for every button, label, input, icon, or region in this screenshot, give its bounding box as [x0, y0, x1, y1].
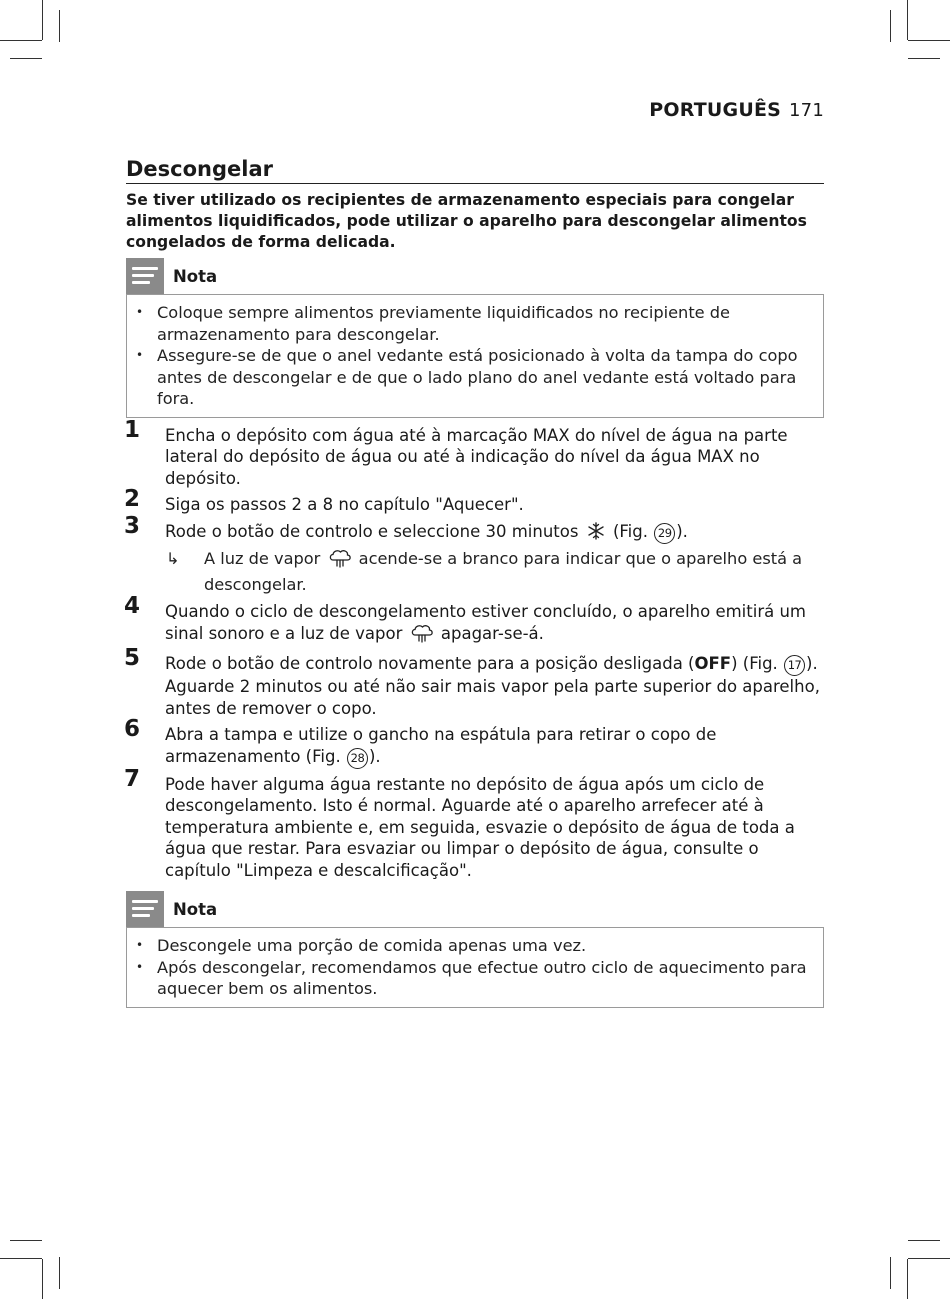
- step-3: [124, 512, 824, 547]
- off-label: OFF: [694, 654, 732, 674]
- note-lines-icon: [126, 891, 164, 927]
- step-4: [124, 593, 824, 648]
- note-header: [126, 891, 824, 927]
- step-text: ).: [368, 746, 381, 766]
- step-number: 5: [124, 645, 141, 672]
- step-number: 2: [124, 486, 141, 513]
- page-header: [649, 99, 824, 121]
- note-header: [126, 258, 824, 294]
- note-item: • Após descongelar, recomendamos que efectue outro ciclo de aquecimento para aquecer bem os alimentos.: [136, 957, 813, 1000]
- note-label: Nota: [173, 899, 218, 919]
- step-3-result: [126, 548, 824, 595]
- note-block-2: [126, 891, 824, 1008]
- figure-ref: 29: [654, 523, 675, 544]
- step-text: Encha o depósito com água até à marcação MAX do nível de água na parte lateral do depósito de água ou até à indicação do nível da água MAX no depósito.: [165, 425, 788, 488]
- step-2: [124, 486, 824, 516]
- note-item: • Descongele uma porção de comida apenas uma vez.: [136, 935, 813, 957]
- step-number: 1: [124, 416, 141, 443]
- result-text: A luz de vapor: [204, 549, 321, 569]
- steps-list: [124, 416, 824, 882]
- note-lines-icon: [126, 258, 164, 294]
- step-1: [124, 416, 824, 490]
- result-arrow-icon: ↳: [166, 549, 180, 569]
- step-text: ).: [676, 521, 688, 541]
- note-item: • Coloque sempre alimentos previamente liquidificados no recipiente de armazenamento para descongelar.: [136, 302, 813, 345]
- language-label: PORTUGUÊS: [649, 99, 782, 121]
- step-text: ). Aguarde 2 minutos ou até não sair mais vapor pela parte superior do aparelho, antes de remover o copo.: [165, 654, 820, 718]
- figure-ref: 17: [784, 655, 805, 676]
- step-text: Rode o botão de controlo e seleccione 30 minutos: [165, 521, 579, 541]
- step-number: 4: [124, 593, 141, 620]
- step-text: Quando o ciclo de descongelamento estiver concluído, o aparelho emitirá um sinal sonoro e a luz de vapor: [165, 602, 806, 643]
- step-number: 3: [124, 512, 141, 539]
- step-text: Pode haver alguma água restante no depósito de água após um ciclo de descongelamento. Isto é normal. Aguarde até o aparelho arrefecer até à temperatura ambiente e, em seguida, esvazie o depósito de água de toda a água que restar. Para esvaziar ou limpar o depósito de água, consulte o capítulo "Limpeza e descalcificação".: [165, 774, 795, 880]
- snowflake-drop-icon: [586, 521, 606, 547]
- step-text: Rode o botão de controlo novamente para a posição desligada (: [165, 654, 695, 674]
- step-text: apagar-se-á.: [440, 623, 544, 643]
- step-text: Abra a tampa e utilize o gancho na espátula para retirar o copo de armazenamento (Fig.: [165, 725, 717, 766]
- section-title: Descongelar: [126, 156, 824, 184]
- section-intro: Se tiver utilizado os recipientes de armazenamento especiais para congelar alimentos liquidificados, pode utilizar o aparelho para descongelar alimentos congelados de forma delicada.: [126, 191, 807, 251]
- result-text: acende-se a branco para indicar que o aparelho está a descongelar.: [204, 549, 803, 594]
- page-number: 171: [789, 100, 824, 121]
- page-content: [126, 156, 824, 1008]
- note-item: • Assegure-se de que o anel vedante está posicionado à volta da tampa do copo antes de descongelar e de que o lado plano do anel vedante está voltado para fora.: [136, 345, 813, 410]
- note-box: [126, 927, 824, 1008]
- steam-cloud-icon: [410, 623, 434, 649]
- step-text: (Fig.: [612, 521, 648, 541]
- figure-ref: 28: [347, 748, 368, 769]
- step-5: [124, 645, 824, 719]
- step-number: 6: [124, 716, 141, 743]
- step-text: ) (Fig.: [731, 654, 778, 674]
- note-box: [126, 294, 824, 418]
- note-block-1: [126, 258, 824, 418]
- step-6: [124, 716, 824, 769]
- step-number: 7: [124, 765, 141, 792]
- note-label: Nota: [173, 266, 218, 286]
- step-text: Siga os passos 2 a 8 no capítulo "Aquecer".: [165, 495, 524, 515]
- steam-cloud-icon: [328, 548, 352, 574]
- step-7: [124, 765, 824, 882]
